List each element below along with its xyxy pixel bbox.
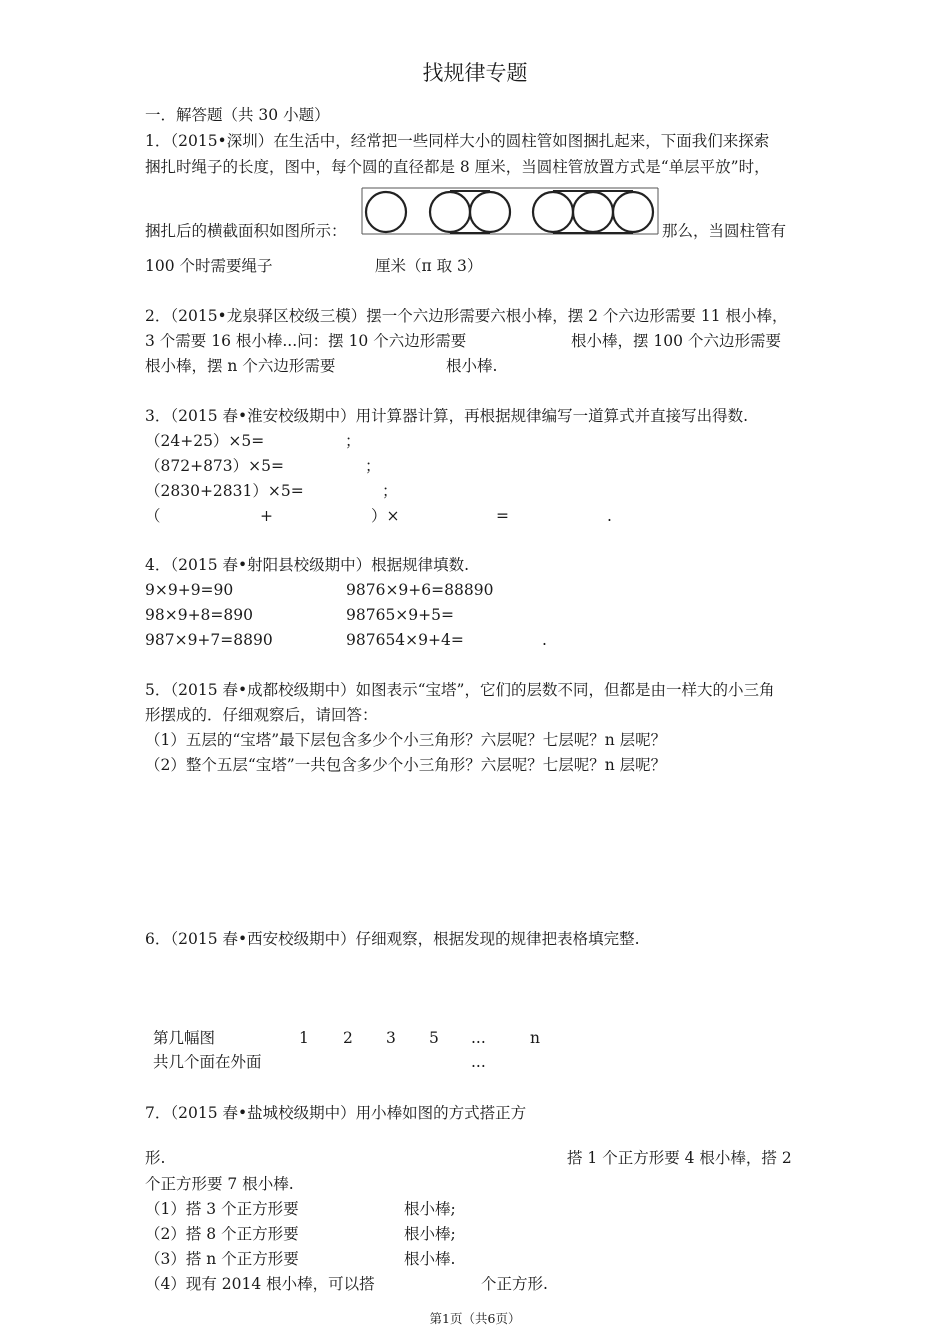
q7-line1: 7．（2015 春•盐城校级期中）用小棒如图的方式搭正方 xyxy=(145,1104,527,1122)
q1-line2: 捆扎时绳子的长度，图中，每个圆的直径都是 8 厘米，当圆柱管放置方式是“单层平放”时， xyxy=(145,158,770,176)
circles-figure xyxy=(360,186,660,236)
q3-semicolon3: ； xyxy=(382,482,398,500)
q7-sub4: （4）现有 2014 根小棒，可以搭 xyxy=(145,1275,375,1293)
q4-left-3: 987×9+7=8890 xyxy=(145,631,273,649)
q6-cell: ... xyxy=(471,1029,486,1047)
q7-line2b: 搭 1 个正方形要 4 根小棒，搭 2 xyxy=(567,1149,792,1167)
q6-row2-label: 共几个面在外面 xyxy=(153,1053,262,1071)
q7-sub3: （3）搭 n 个正方形要 xyxy=(145,1250,299,1268)
q6-row1-label: 第几幅图 xyxy=(153,1029,216,1047)
q5-line2: 形摆成的．仔细观察后，请回答： xyxy=(145,706,378,724)
q5-line1: 5．（2015 春•成都校级期中）如图表示“宝塔”，它们的层数不同，但都是由一样大的小三角 xyxy=(145,681,775,699)
q3-expr2: （872+873）×5= xyxy=(145,457,284,475)
q4-right-3: 987654×9+4= xyxy=(346,631,464,649)
q6-line1: 6．（2015 春•西安校级期中）仔细观察，根据发现的规律把表格填完整. xyxy=(145,930,640,948)
q1-line3a: 捆扎后的横截面积如图所示： xyxy=(145,222,347,240)
page-footer: 第1页（共6页） xyxy=(429,1311,521,1326)
q2-line2b: 根小棒，摆 100 个六边形需要 xyxy=(571,332,781,350)
q1-line4b: 厘米（π 取 3） xyxy=(375,257,483,275)
q1-line4a: 100 个时需要绳子 xyxy=(145,257,273,275)
q4-right-2: 98765×9+5= xyxy=(346,606,454,624)
q5-question1: （1）五层的“宝塔”最下层包含多少个小三角形？六层呢？七层呢？n 层呢？ xyxy=(145,731,667,749)
q2-line2a: 3 个需要 16 根小棒...问：摆 10 个六边形需要 xyxy=(145,332,467,350)
q1-line1: 1．（2015•深圳）在生活中，经常把一些同样大小的圆柱管如图捆扎起来，下面我们来探索 xyxy=(145,132,770,150)
section-heading: 一．解答题（共 30 小题） xyxy=(145,106,330,124)
page-title: 找规律专题 xyxy=(422,61,528,85)
q7-sub2: （2）搭 8 个正方形要 xyxy=(145,1225,299,1243)
q3-close-times: ）× xyxy=(371,507,400,525)
q3-expr1: （24+25）×5= xyxy=(145,432,265,450)
q4-line1: 4．（2015 春•射阳县校级期中）根据规律填数. xyxy=(145,556,470,574)
q2-line3b: 根小棒. xyxy=(446,357,498,375)
q6-cell: ... xyxy=(471,1053,486,1071)
q3-expr3: （2830+2831）×5= xyxy=(145,482,304,500)
q3-semicolon2: ； xyxy=(365,457,381,475)
q6-cell: 1 xyxy=(299,1029,309,1047)
q7-line3: 个正方形要 7 根小棒. xyxy=(145,1175,294,1193)
q1-line3b: 那么，当圆柱管有 xyxy=(662,222,787,240)
q3-semicolon1: ； xyxy=(345,432,361,450)
q7-sub1: （1）搭 3 个正方形要 xyxy=(145,1200,299,1218)
four-circles-icon xyxy=(533,191,653,233)
q2-line1: 2．（2015•龙泉驿区校级三模）摆一个六边形需要六根小棒，摆 2 个六边形需要 11 根小棒， xyxy=(145,307,788,325)
q4-period: . xyxy=(542,631,547,649)
q2-line3a: 根小棒，摆 n 个六边形需要 xyxy=(145,357,336,375)
q6-cell: n xyxy=(530,1029,540,1047)
q7-sub4-tail: 个正方形. xyxy=(481,1275,548,1293)
single-circle-icon xyxy=(366,192,406,232)
q6-cell: 2 xyxy=(343,1029,353,1047)
q7-sub1-tail: 根小棒; xyxy=(404,1200,456,1218)
q3-open-paren: （ xyxy=(145,507,161,525)
q4-left-1: 9×9+9=90 xyxy=(145,581,234,599)
q3-plus: + xyxy=(260,507,273,525)
q7-sub3-tail: 根小棒. xyxy=(404,1250,456,1268)
q6-cell: 5 xyxy=(429,1029,439,1047)
q4-right-1: 9876×9+6=88890 xyxy=(346,581,494,599)
q4-left-2: 98×9+8=890 xyxy=(145,606,253,624)
q3-line1: 3．（2015 春•淮安校级期中）用计算器计算，再根据规律编写一道算式并直接写出得数. xyxy=(145,407,749,425)
q3-equals: = xyxy=(496,507,509,525)
q3-period: . xyxy=(607,507,612,525)
q6-cell: 3 xyxy=(386,1029,396,1047)
q7-sub2-tail: 根小棒; xyxy=(404,1225,456,1243)
q7-line2a: 形. xyxy=(145,1149,166,1167)
two-circles-icon xyxy=(430,191,510,233)
q5-question2: （2）整个五层“宝塔”一共包含多少个小三角形？六层呢？七层呢？n 层呢？ xyxy=(145,756,667,774)
